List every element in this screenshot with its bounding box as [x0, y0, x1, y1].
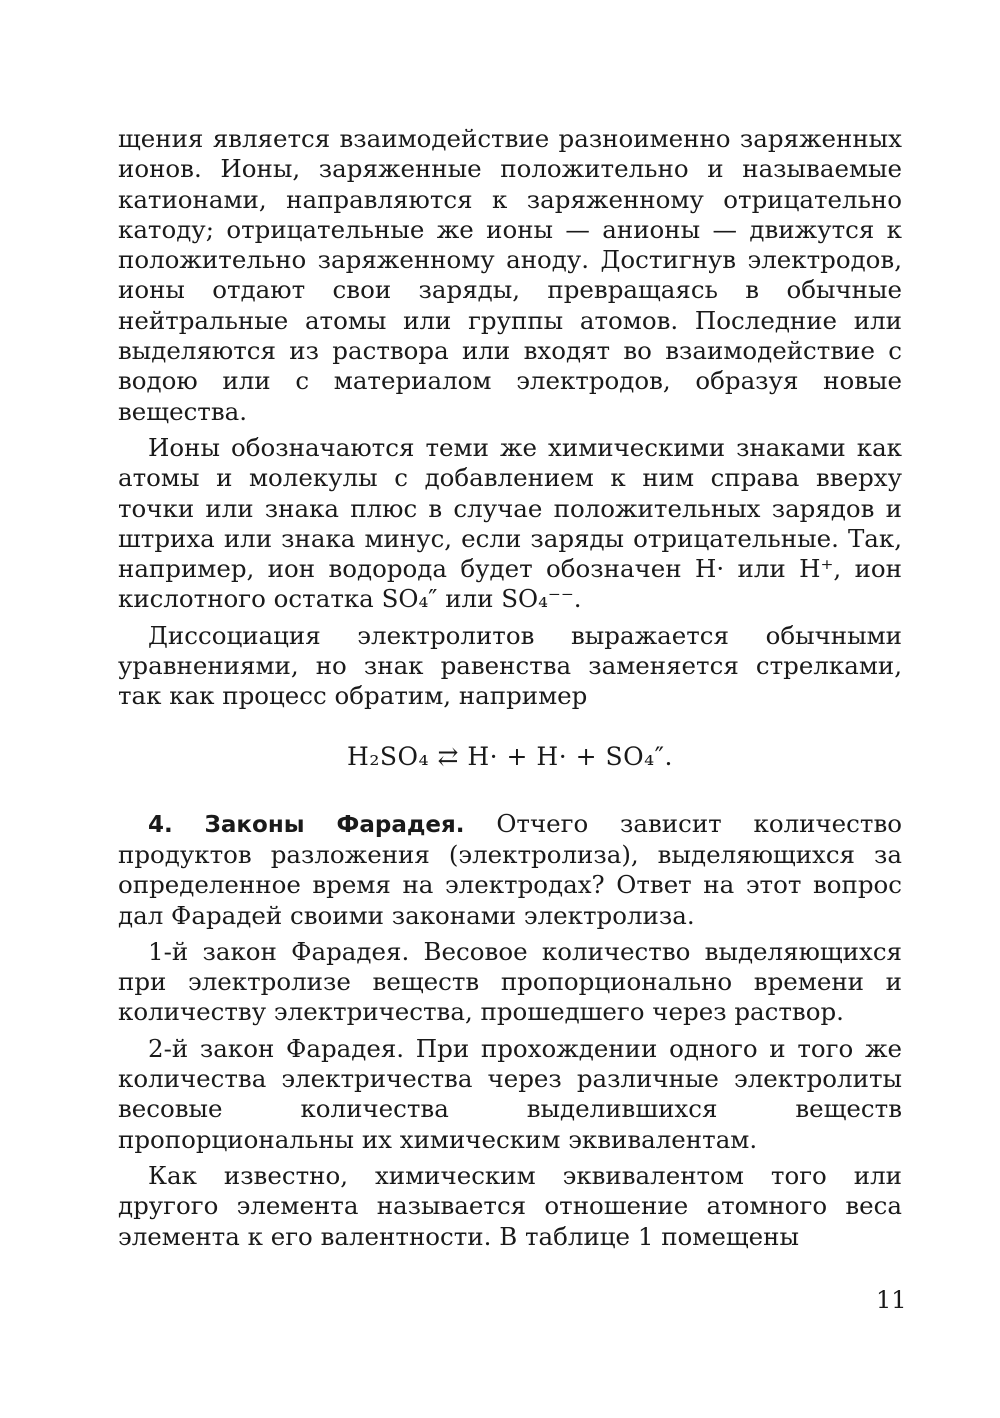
paragraph-dissociation: Диссоциация электролитов выражается обычными уравнениями, но знак равенства заменяется стрелками, так как процесс обратим, например — [118, 620, 902, 711]
dissociation-formula: H₂SO₄ ⇄ H· + H· + SO₄″. — [347, 741, 673, 771]
paragraph-ion-notation: Ионы обозначаются теми же химическими знаками как атомы и молекулы с добавлением к ним справа вверху точки или знака плюс в случае положительных зарядов и штриха или знака минус, если заряды отрицательные. Так, например, ион водорода будет обозначен H· или H⁺, ион кислотного остатка SO₄″ или SO₄⁻⁻. — [118, 432, 902, 614]
page-number: 11 — [876, 1286, 907, 1314]
paragraph-faraday-law-2: 2-й закон Фарадея. При прохождении одного и того же количества электричества через различные электролиты весовые количества выделившихся веществ пропорциональны их химическим эквивалентам. — [118, 1033, 902, 1154]
section-intro-text: Отчего зависит количество продуктов разложения (электролиза), выделяющихся за определенное время на электродах? Ответ на этот вопрос дал Фарадей своими законами электролиза. — [118, 808, 902, 930]
paragraph-faraday-intro — [118, 809, 902, 931]
paragraph-faraday-law-1: 1-й закон Фарадея. Весовое количество выделяющихся при электролизе веществ пропорционально времени и количеству электричества, прошедшего через раствор. — [118, 936, 902, 1027]
paragraph-chemical-equivalent: Как известно, химическим эквивалентом того или другого элемента называется отношение атомного веса элемента к его валентности. В таблице 1 помещены — [118, 1160, 902, 1251]
paragraph-ions-movement: щения является взаимодействие разноименно заряженных ионов. Ионы, заряженные положительно и называемые катионами, направляются к заряженному отрицательно катоду; отрицательные же ионы — анионы — движутся к положительно заряженному аноду. Достигнув электродов, ионы отдают свои заряды, превращаясь в обычные нейтральные атомы или группы атомов. Последние или выделяются из раствора или входят во взаимодействие с водою или с материалом электродов, образуя новые вещества. — [118, 124, 902, 426]
section-title: Законы Фарадея. — [204, 811, 465, 838]
section-number: 4. — [148, 811, 173, 838]
page-body — [118, 124, 902, 1258]
